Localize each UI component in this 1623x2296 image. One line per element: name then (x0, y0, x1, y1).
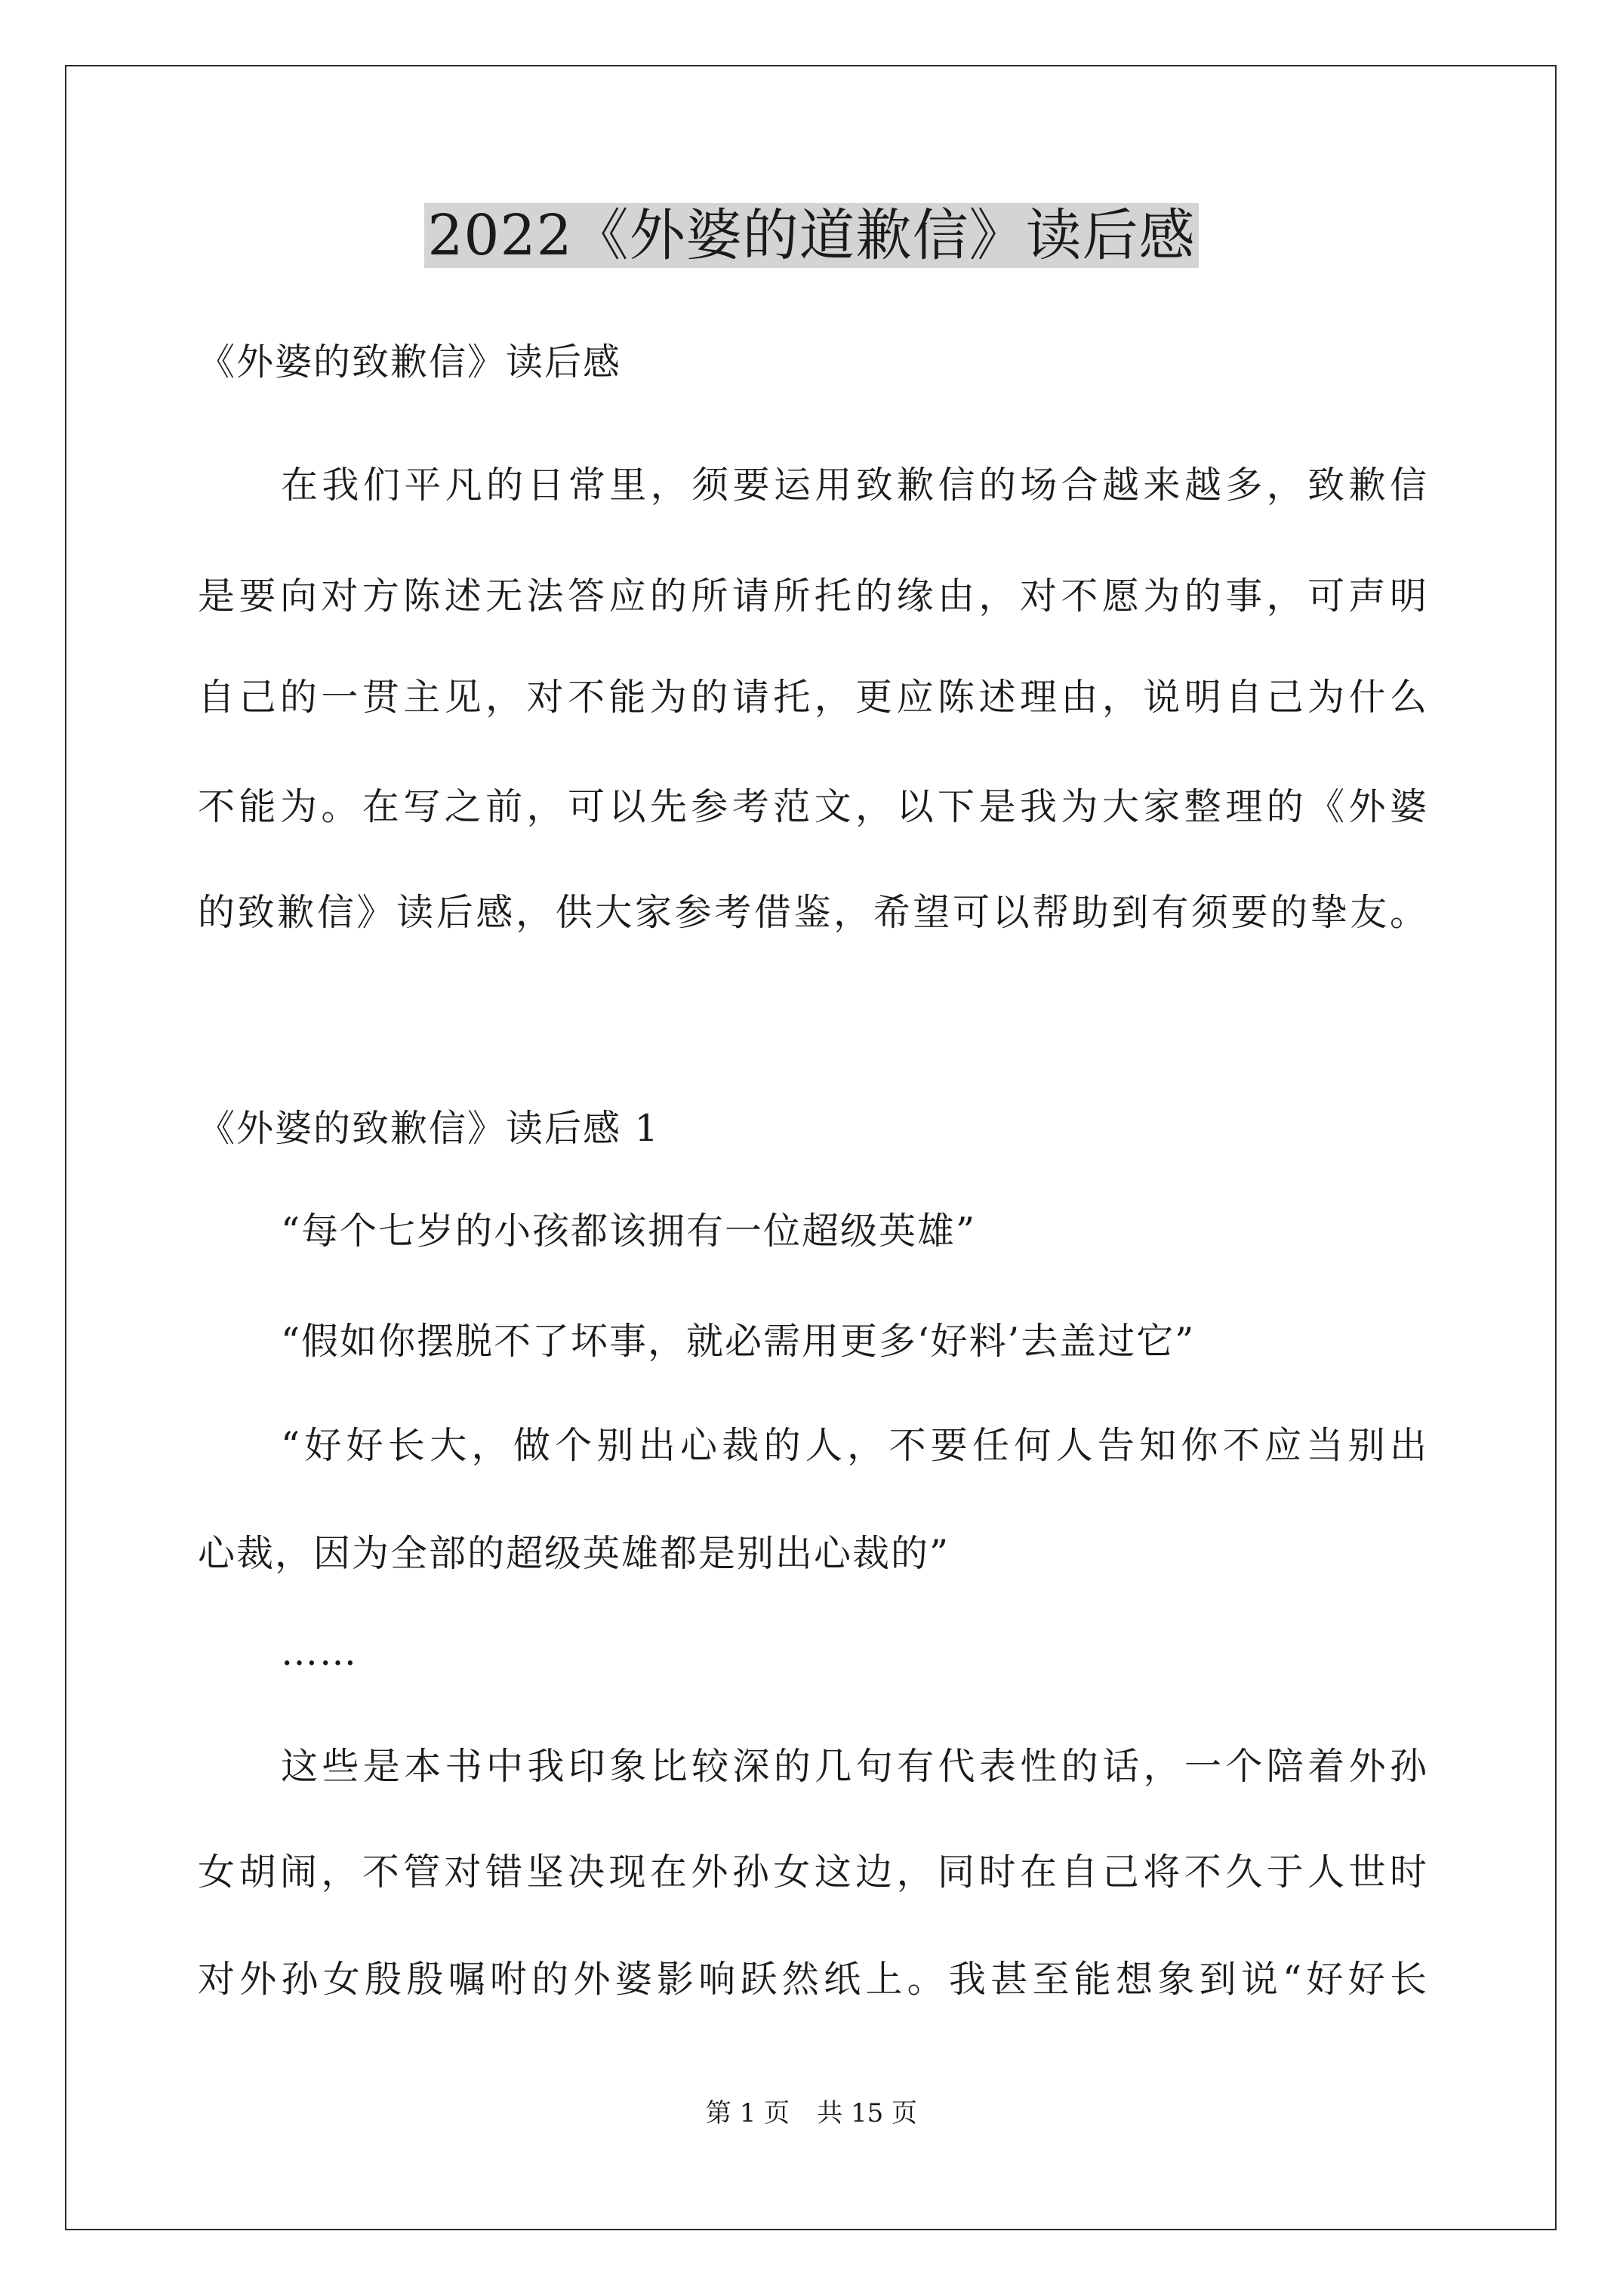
intro-line-2: 是要向对方陈述无法答应的所请所托的缘由，对不愿为的事，可声明 (198, 575, 1428, 618)
intro-line-1: 在我们平凡的日常里，须要运用致歉信的场合越来越多，致歉信 (281, 464, 1428, 507)
quote-2: “假如你摆脱不了坏事，就必需用更多‘好料’去盖过它” (281, 1320, 1196, 1363)
body-line-1: 这些是本书中我印象比较深的几句有代表性的话，一个陪着外孙 (281, 1745, 1428, 1788)
body-line-3: 对外孙女殷殷嘱咐的外婆影响跃然纸上。我甚至能想象到说“好好长 (198, 1958, 1428, 2001)
quote-3-line-2: 心裁，因为全部的超级英雄都是别出心裁的” (198, 1532, 950, 1575)
page-total: 共 15 页 (817, 2098, 918, 2128)
page-number: 第 1 页 (705, 2098, 790, 2128)
section-heading: 《外婆的致歉信》读后感 1 (198, 1107, 660, 1150)
document-title (0, 198, 1623, 273)
ellipsis: …… (281, 1631, 358, 1674)
quote-1: “每个七岁的小孩都该拥有一位超级英雄” (281, 1210, 977, 1253)
title-text: 2022《外婆的道歉信》读后感 (424, 203, 1198, 268)
intro-line-5: 的致歉信》读后感，供大家参考借鉴，希望可以帮助到有须要的挚友。 (198, 891, 1428, 934)
intro-line-4: 不能为。在写之前，可以先参考范文，以下是我为大家整理的《外婆 (198, 785, 1428, 828)
page-footer (0, 2094, 1623, 2132)
quote-3-line-1: “好好长大，做个别出心裁的人，不要任何人告知你不应当别出 (281, 1424, 1428, 1467)
body-line-2: 女胡闹，不管对错坚决现在外孙女这边，同时在自己将不久于人世时 (198, 1851, 1428, 1894)
subtitle: 《外婆的致歉信》读后感 (198, 341, 622, 384)
intro-line-3: 自己的一贯主见，对不能为的请托，更应陈述理由，说明自己为什么 (198, 676, 1428, 719)
